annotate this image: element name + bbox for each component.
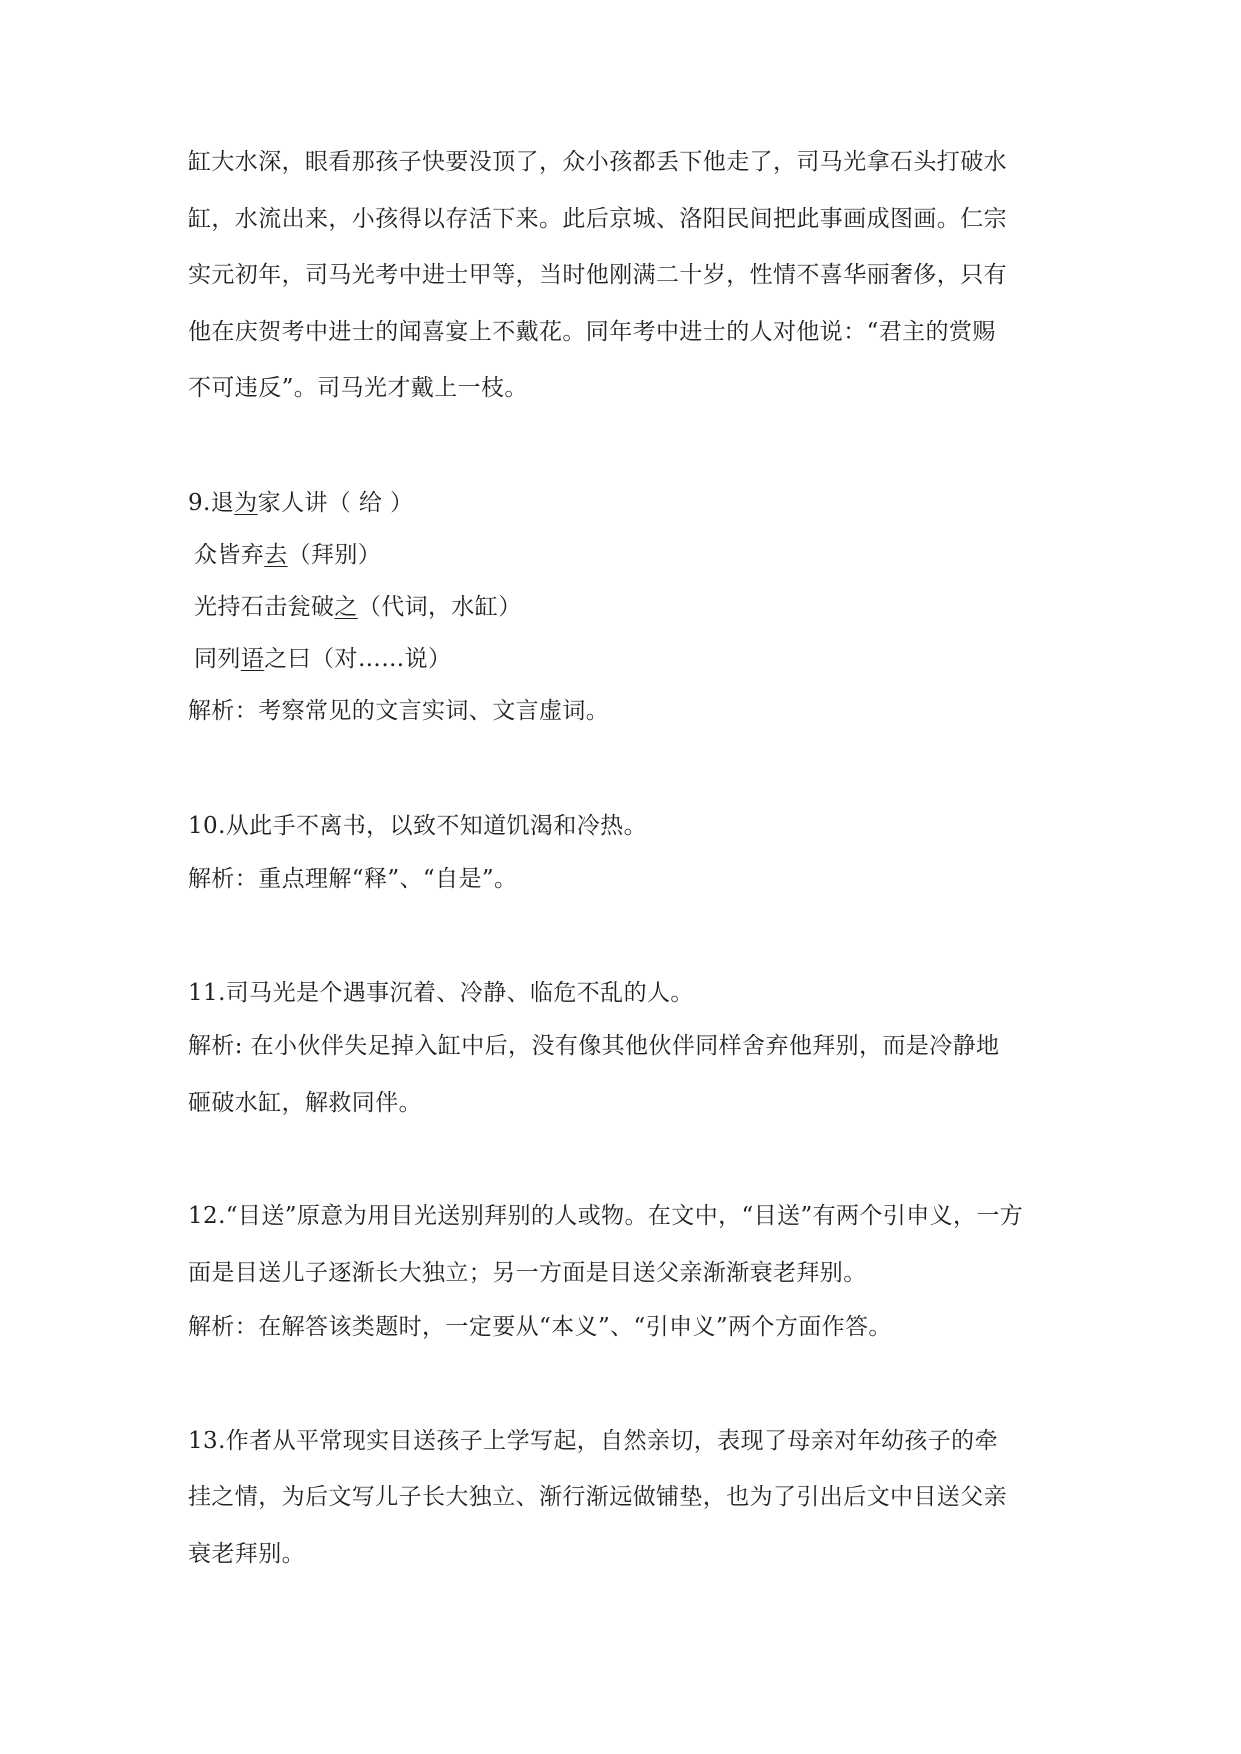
paragraph-line: 不可违反”。司马光才戴上一枝。 [188, 375, 528, 401]
q9-analysis: 解析：考察常见的文言实词、文言虚词。 [188, 698, 610, 724]
q9-text: 之曰（对……说） [264, 646, 452, 672]
q13-answer: 13.作者从平常现实目送孩子上学写起，自然亲切，表现了母亲对年幼孩子的牵 [188, 1428, 998, 1454]
q12-answer: 12.“目送”原意为用目光送别拜别的人或物。在文中，“目送”有两个引申义，一方 [188, 1203, 1024, 1229]
q11-analysis: 解析: 在小伙伴失足掉入缸中后，没有像其他伙伴同样舍弃他拜别，而是冷静地 [188, 1033, 1000, 1059]
q9-text: 光持石击瓮破 [194, 594, 335, 620]
q9-line-2 [194, 539, 1074, 571]
q11-answer: 11.司马光是个遇事沉着、冷静、临危不乱的人。 [188, 980, 694, 1006]
q9-underlined-word: 语 [240, 646, 265, 672]
q11-analysis: 砸破水缸，解救同伴。 [188, 1090, 422, 1116]
q9-text: （代词，水缸） [357, 594, 522, 620]
q9-text: 众皆弃 [194, 542, 265, 568]
q12-answer: 面是目送儿子逐渐长大独立；另一方面是目送父亲渐渐衰老拜别。 [188, 1260, 867, 1286]
q9-text: 家人讲（ 给 ） [257, 490, 414, 516]
paragraph-line: 缸，水流出来，小孩得以存活下来。此后京城、洛阳民间把此事画成图画。仁宗 [188, 206, 1007, 232]
q9-line-4 [194, 643, 1074, 675]
q9-text: 同列 [194, 646, 241, 672]
q13-answer: 衰老拜别。 [188, 1541, 305, 1567]
q13-answer: 挂之情，为后文写儿子长大独立、渐行渐远做铺垫，也为了引出后文中目送父亲 [188, 1484, 1007, 1510]
q9-line-3 [194, 591, 1074, 623]
q12-analysis: 解析：在解答该类题时，一定要从“本义”、“引申义”两个方面作答。 [188, 1314, 892, 1340]
q9-line-1 [188, 487, 1068, 519]
q9-underlined-word: 之 [334, 594, 358, 620]
paragraph-line: 实元初年，司马光考中进士甲等，当时他刚满二十岁，性情不喜华丽奢侈，只有 [188, 262, 1007, 288]
q9-underlined-word: 去 [264, 542, 288, 568]
q10-answer: 10.从此手不离书，以致不知道饥渴和冷热。 [188, 813, 647, 839]
q9-underlined-word: 为 [234, 490, 258, 516]
paragraph-line: 缸大水深，眼看那孩子快要没顶了，众小孩都丢下他走了，司马光拿石头打破水 [188, 149, 1007, 175]
paragraph-line: 他在庆贺考中进士的闻喜宴上不戴花。同年考中进士的人对他说：“君主的赏赐 [188, 319, 996, 345]
q9-text: （拜别） [287, 542, 382, 568]
q9-text: 9.退 [188, 490, 235, 516]
q10-analysis: 解析：重点理解“释”、“自是”。 [188, 866, 518, 892]
